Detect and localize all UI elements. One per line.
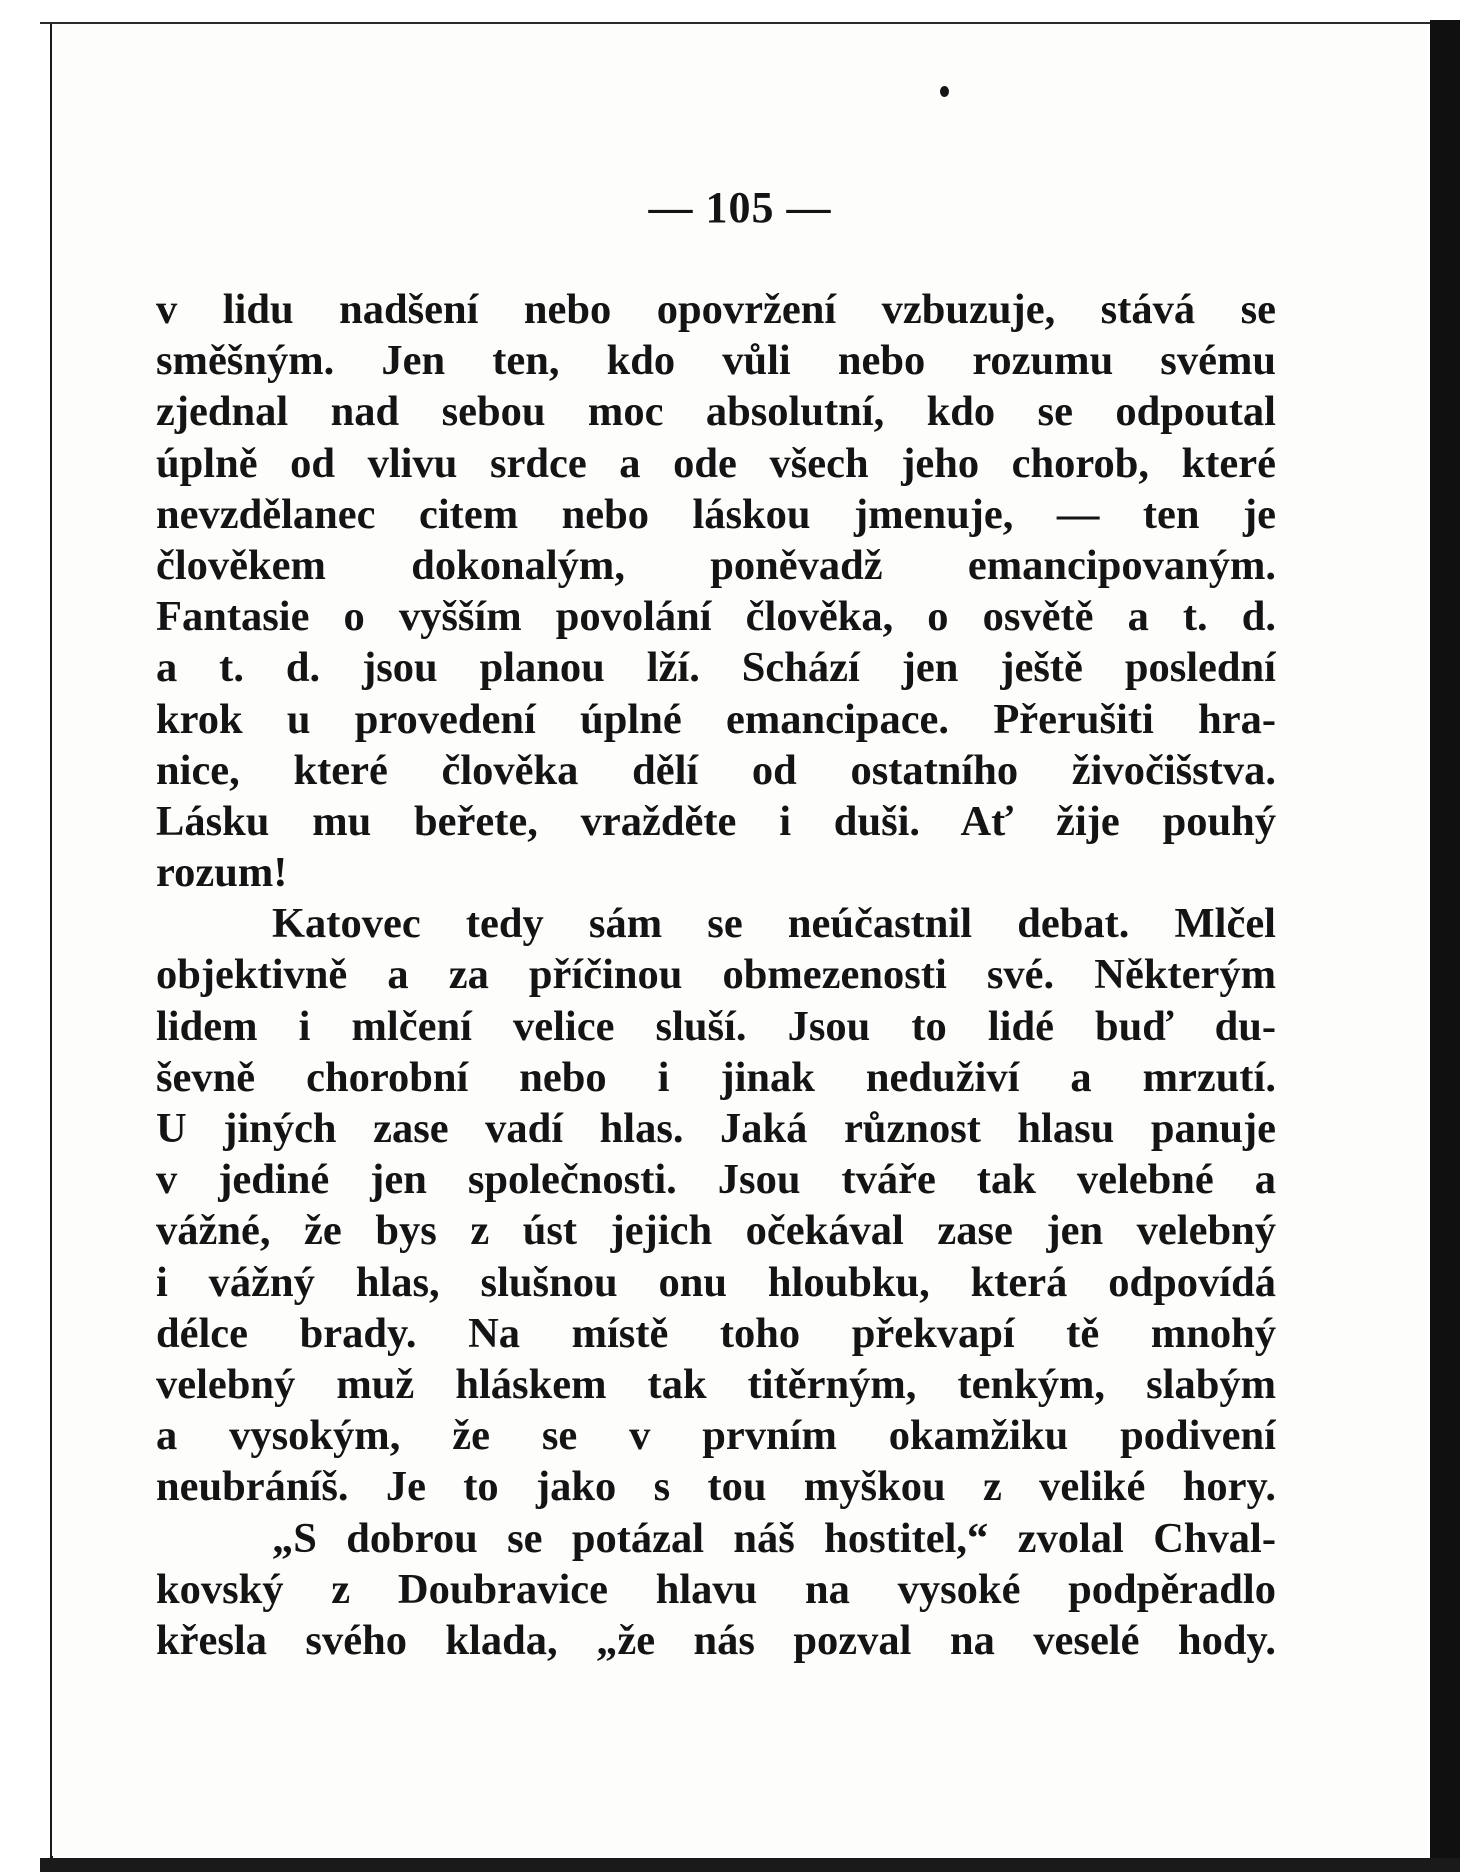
text-line: i vážný hlas, slušnou onu hloubku, která odpovídá (156, 1258, 1276, 1306)
text-line: U jiných zase vadí hlas. Jaká různost hlasu panuje (156, 1105, 1276, 1152)
ink-speck (940, 86, 949, 97)
text-line: směšným. Jen ten, kdo vůli nebo rozumu svému (156, 337, 1276, 385)
scan-left-edge (0, 0, 53, 1872)
text-line: v jediné jen společnosti. Jsou tváře tak velebné a (156, 1156, 1276, 1204)
text-line: křesla svého klada, „že nás pozval na veselé hody. (156, 1616, 1276, 1664)
text-line: nice, které člověka dělí od ostatního živočišstva. (156, 746, 1276, 794)
text-line: délce brady. Na místě toho překvapí tě mnohý (156, 1309, 1276, 1357)
text-line: rozum! (156, 849, 288, 897)
body-text (156, 284, 1276, 1666)
text-line: Lásku mu beřete, vražděte i duši. Ať žije pouhý (156, 797, 1276, 845)
text-line: vážné, že bys z úst jejich očekával zase jen velebný (156, 1207, 1276, 1255)
scan-top-edge (40, 0, 1460, 24)
text-line: Katovec tedy sám se neúčastnil debat. Mlčel (272, 900, 1276, 948)
text-line: člověkem dokonalým, poněvadž emancipovaným. (156, 541, 1276, 589)
scan-bottom-edge (40, 1858, 1460, 1872)
text-line: a t. d. jsou planou lží. Schází jen ještě poslední (156, 644, 1276, 692)
text-line: nevzdělanec citem nebo láskou jmenuje, — ten je (156, 490, 1276, 538)
text-line: Fantasie o vyšším povolání člověka, o osvětě a t. d. (156, 593, 1276, 641)
text-line: krok u provedení úplné emancipace. Přerušiti hra- (156, 695, 1276, 743)
text-line: velebný muž hláskem tak titěrným, tenkým, slabým (156, 1360, 1276, 1408)
text-line: neubráníš. Je to jako s tou myškou z veliké hory. (156, 1463, 1276, 1511)
text-line: a vysokým, že se v prvním okamžiku podivení (156, 1412, 1276, 1460)
page-number: — 105 — (648, 183, 832, 232)
text-line: ševně chorobní nebo i jinak neduživí a mrzutí. (156, 1053, 1276, 1101)
text-line: „S dobrou se potázal náš hostitel,“ zvolal Chval- (272, 1514, 1276, 1562)
text-line: zjednal nad sebou moc absolutní, kdo se odpoutal (156, 388, 1276, 436)
text-line: úplně od vlivu srdce a ode všech jeho chorob, které (156, 439, 1276, 487)
scan-right-edge (1430, 20, 1460, 1872)
text-line: objektivně a za příčinou obmezenosti své. Některým (156, 951, 1276, 999)
text-line: kovský z Doubravice hlavu na vysoké podpěradlo (156, 1565, 1276, 1613)
text-line: v lidu nadšení nebo opovržení vzbuzuje, stává se (156, 286, 1276, 333)
book-page (52, 24, 1428, 1856)
text-line: lidem i mlčení velice sluší. Jsou to lidé buď du- (156, 1002, 1276, 1050)
